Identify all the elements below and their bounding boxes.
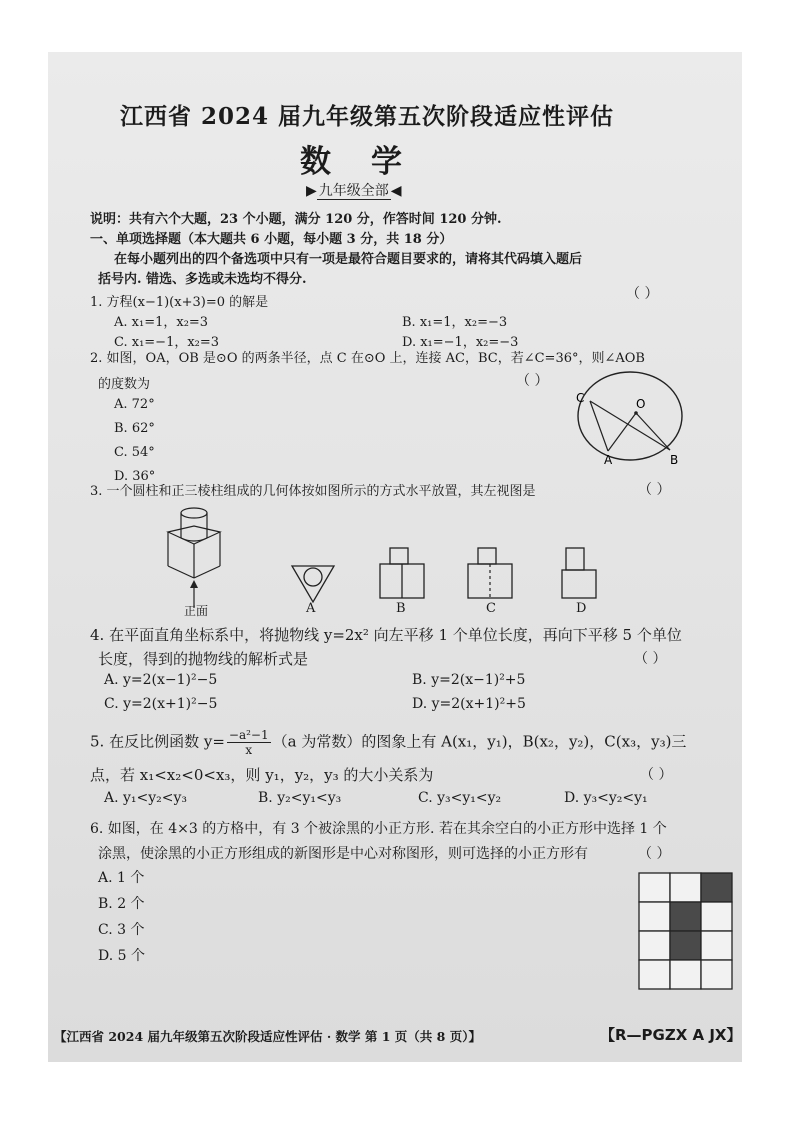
grid-cell [670, 873, 701, 902]
segment-oa [608, 413, 636, 451]
grid-cell [701, 931, 732, 960]
q2-stem-2: 的度数为 [98, 377, 151, 392]
front-view-label: 正面 [184, 604, 209, 618]
q6-grid-figure [638, 872, 734, 990]
q5-fraction [227, 728, 271, 757]
q5-option-c: C. y₃<y₁<y₂ [418, 790, 502, 806]
q3-option-d-figure [558, 546, 608, 602]
q3-label-b: B [396, 601, 406, 616]
q5-frac-den: x [245, 743, 253, 757]
q3-label-c: C [486, 601, 496, 616]
q6-option-a: A. 1 个 [98, 870, 145, 886]
grid-cell-shaded [701, 873, 732, 902]
grid-cell [701, 960, 732, 989]
q1-answer-bracket[interactable]: （ ） [626, 286, 659, 302]
q5-answer-bracket[interactable]: （ ） [640, 767, 673, 783]
q5-stem-1 [90, 728, 686, 757]
q5-stem-pre: 5. 在反比例函数 y= [90, 732, 225, 751]
grid-cell-shaded [670, 931, 701, 960]
q4-stem-1: 4. 在平面直角坐标系中，将抛物线 y=2x² 向左平移 1 个单位长度，再向下平移 5 个单位 [90, 626, 682, 644]
q6-stem-1: 6. 如图，在 4×3 的方格中，有 3 个被涂黑的小正方形. 若在其余空白的小正方形中选择 1 个 [90, 821, 667, 837]
q2-option-d: D. 36° [114, 469, 156, 484]
q1-option-c: C. x₁=−1，x₂=3 [114, 335, 220, 350]
q4-stem-2: 长度，得到的抛物线的解析式是 [98, 650, 309, 668]
grade-badge-text: 九年级全部 [318, 183, 389, 199]
segment-ca [590, 401, 608, 451]
subject-title: 数学 [300, 144, 442, 180]
q2-option-c: C. 54° [114, 445, 155, 460]
footer-text: 【江西省 2024 届九年级第五次阶段适应性评估 · 数学 第 1 页（共 8 页）】 [54, 1029, 481, 1044]
segment-cb [590, 401, 670, 450]
label-c: C [576, 391, 585, 405]
triangle-right-icon: ▶ [306, 183, 317, 199]
q6-stem-2: 涂黑，使涂黑的小正方形组成的新图形是中心对称图形，则可选择的小正方形有 [98, 846, 588, 862]
exam-page [48, 52, 742, 1062]
q4-answer-bracket[interactable]: （ ） [634, 651, 667, 667]
segment-ob [636, 413, 670, 450]
q5-stem-2: 点，若 x₁<x₂<0<x₃，则 y₁，y₂，y₃ 的大小关系为 [90, 766, 434, 784]
label-a: A [604, 453, 613, 467]
grid-cell [670, 960, 701, 989]
grid-cell [639, 902, 670, 931]
grid-cell-shaded [670, 902, 701, 931]
q5-stem-post: （a 为常数）的图象上有 A(x₁，y₁)，B(x₂，y₂)，C(x₃，y₃)三 [272, 732, 687, 751]
q3-option-b-figure [378, 546, 428, 602]
q3-stem: 3. 一个圆柱和正三棱柱组成的几何体按如图所示的方式水平放置，其左视图是 [90, 484, 536, 499]
q3-answer-bracket[interactable]: （ ） [638, 482, 671, 498]
q4-option-b: B. y=2(x−1)²+5 [412, 672, 526, 688]
grade-badge [306, 180, 402, 200]
footer-code: 【R—PGZX A JX】 [600, 1026, 742, 1044]
q5-option-a: A. y₁<y₂<y₃ [104, 790, 188, 806]
section-desc-2: 括号内. 错选、多选或未选均不得分. [98, 272, 307, 287]
grid-cell [701, 902, 732, 931]
instructions: 说明：共有六个大题，23 个小题，满分 120 分，作答时间 120 分钟. [90, 212, 502, 227]
section-desc-1: 在每小题列出的四个备选项中只有一项是最符合题目要求的，请将其代码填入题后 [114, 252, 583, 267]
q1-option-b: B. x₁=1，x₂=−3 [402, 315, 508, 330]
grid-cell [639, 873, 670, 902]
q2-circle-figure [578, 370, 698, 466]
q1-option-a: A. x₁=1，x₂=3 [114, 315, 209, 330]
label-b: B [670, 453, 679, 467]
q4-option-a: A. y=2(x−1)²−5 [104, 672, 218, 688]
q6-option-c: C. 3 个 [98, 922, 145, 938]
q2-answer-bracket[interactable]: （ ） [516, 373, 549, 389]
q3-label-a: A [306, 601, 316, 616]
q4-option-c: C. y=2(x+1)²−5 [104, 696, 218, 712]
q5-option-d: D. y₃<y₂<y₁ [564, 790, 648, 806]
triangle-left-icon: ◀ [390, 183, 402, 199]
q2-option-a: A. 72° [114, 397, 155, 412]
center-point [634, 411, 638, 415]
q6-option-d: D. 5 个 [98, 948, 145, 964]
label-o: O [636, 397, 646, 411]
q3-option-c-figure [466, 546, 516, 602]
q2-option-b: B. 62° [114, 421, 155, 436]
section-heading: 一、单项选择题（本大题共 6 小题，每小题 3 分，共 18 分） [90, 232, 453, 247]
q1-option-d: D. x₁=−1，x₂=−3 [402, 335, 519, 350]
grid-cell [639, 960, 670, 989]
q3-label-d: D [576, 601, 587, 616]
q4-option-d: D. y=2(x+1)²+5 [412, 696, 526, 712]
arrow-up-icon [190, 580, 198, 588]
q5-option-b: B. y₂<y₁<y₃ [258, 790, 342, 806]
exam-title: 江西省 2024 届九年级第五次阶段适应性评估 [120, 103, 615, 130]
q5-frac-num: −a²−1 [228, 728, 269, 742]
q6-answer-bracket[interactable]: （ ） [638, 846, 671, 862]
q6-option-b: B. 2 个 [98, 896, 145, 912]
grid-cell [639, 931, 670, 960]
q2-stem-1: 2. 如图，OA，OB 是⊙O 的两条半径，点 C 在⊙O 上，连接 AC，BC，若∠C=36°，则∠AOB [90, 351, 645, 366]
q3-option-a-figure [290, 562, 336, 606]
q1-stem: 1. 方程(x−1)(x+3)=0 的解是 [90, 295, 269, 310]
